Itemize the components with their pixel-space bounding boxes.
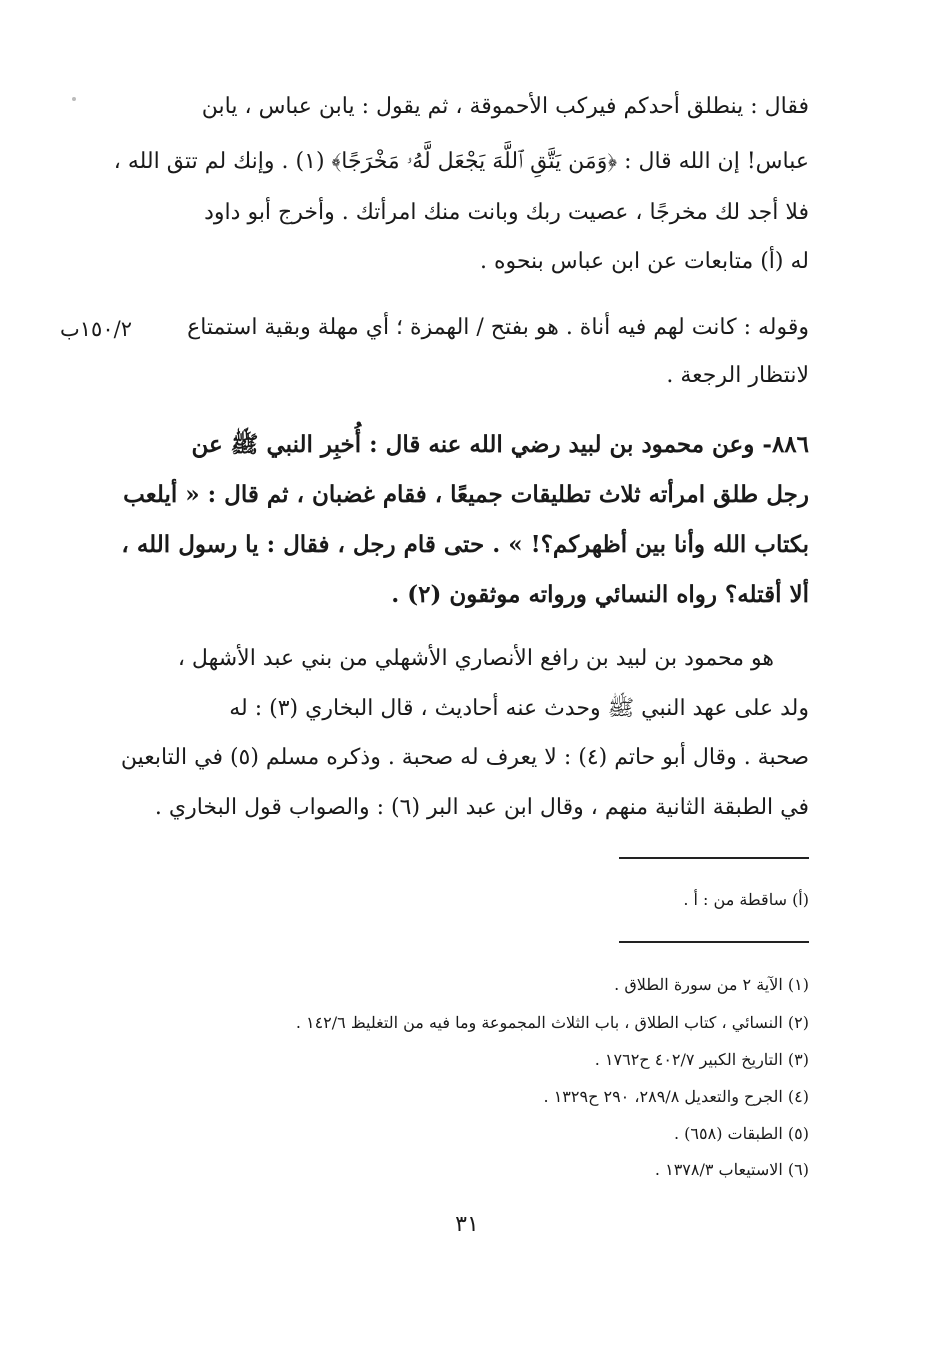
footnote-3: (٣) التاريخ الكبير ٤٠٢/٧ ح١٧٦٢ . — [594, 1050, 809, 1069]
paragraph3-line-4: في الطبقة الثانية منهم ، وقال ابن عبد البر (٦) : والصواب قول البخاري . — [154, 795, 809, 820]
hadith-line-1: ٨٨٦- وعن محمود بن لبيد رضي الله عنه قال : أُخبِر النبي ﷺ عن — [191, 431, 809, 458]
footnote-6: (٦) الاستيعاب ١٣٧٨/٣ . — [654, 1160, 809, 1179]
paragraph3-line-1: هو محمود بن لبيد بن رافع الأنصاري الأشهلي من بني عبد الأشهل ، — [177, 646, 774, 671]
paragraph1-line-3: فلا أجد لك مخرجًا ، عصيت ربك وبانت منك امرأتك . وأخرج أبو داود — [204, 200, 809, 225]
paragraph3-line-2: ولد على عهد النبي ﷺ وحدث عنه أحاديث ، قال البخاري (٣) : له — [229, 696, 809, 721]
hadith-line-3: بكتاب الله وأنا بين أظهركم؟! » . حتى قام رجل ، فقال : يا رسول الله ، — [121, 531, 809, 558]
paragraph1-line-4: له (أ) متابعات عن ابن عباس بنحوه . — [479, 249, 809, 274]
page-number: ٣١ — [455, 1212, 479, 1237]
footnote-separator-numbers — [619, 941, 809, 943]
footnote-4: (٤) الجرح والتعديل ٢٨٩/٨، ٢٩٠ ح١٣٢٩ . — [543, 1087, 809, 1106]
paragraph2-line-2: لانتظار الرجعة . — [666, 363, 809, 388]
margin-reference: ١٥٠/٢ب — [60, 317, 132, 341]
paragraph3-line-3: صحبة . وقال أبو حاتم (٤) : لا يعرف له صحبة . وذكره مسلم (٥) في التابعين — [120, 745, 809, 770]
hadith-line-2: رجل طلق امرأته ثلاث تطليقات جميعًا ، فقام غضبان ، ثم قال : « أيلعب — [123, 481, 809, 508]
footnote-1: (١) الآية ٢ من سورة الطلاق . — [614, 975, 809, 994]
footnote-5: (٥) الطبقات (٦٥٨) . — [673, 1124, 809, 1143]
paragraph2-line-1: وقوله : كانت لهم فيه أناة . هو بفتح / الهمزة ؛ أي مهلة وبقية استمتاع — [187, 315, 809, 340]
footnote-letter-1: (أ) ساقطة من : أ . — [683, 890, 809, 909]
footnote-2: (٢) النسائي ، كتاب الطلاق ، باب الثلاث المجموعة وما فيه من التغليظ ١٤٢/٦ . — [295, 1013, 809, 1032]
hadith-line-4: ألا أقتله؟ رواه النسائي ورواته موثقون (٢) . — [391, 581, 809, 608]
paragraph1-line-1: فقال : ينطلق أحدكم فيركب الأحموقة ، ثم يقول : يابن عباس ، يابن — [201, 94, 809, 119]
footnote-separator-letters — [619, 857, 809, 859]
scan-speck — [72, 97, 76, 101]
paragraph1-line-2: عباس! إن الله قال : ﴿وَمَن يَتَّقِ ٱللَّهَ يَجْعَل لَّهُۥ مَخْرَجًا﴾ (١) . وإنك لم تتق الله ، — [113, 149, 809, 174]
